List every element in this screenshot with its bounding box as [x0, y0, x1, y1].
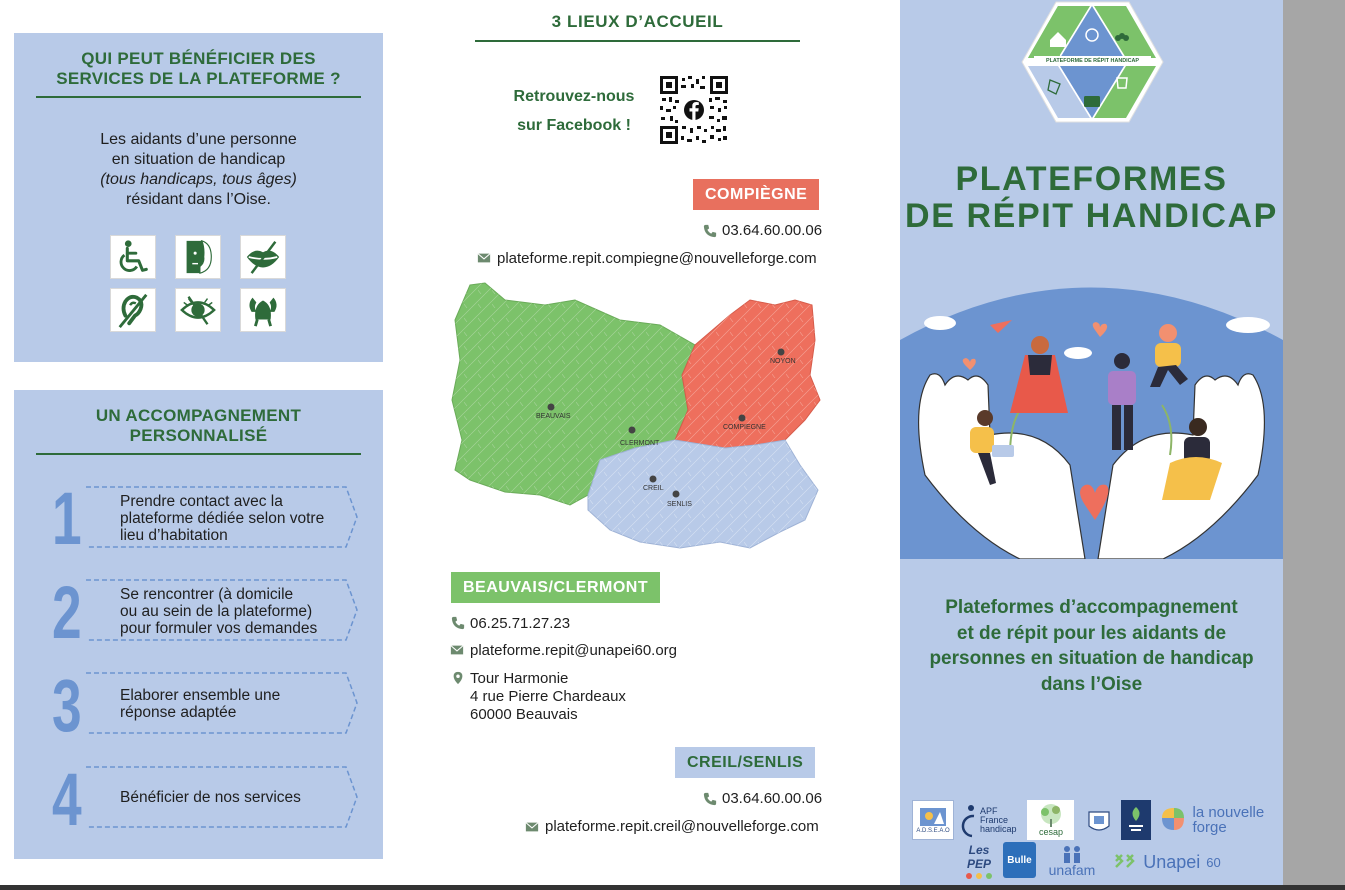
- leopold-bellan-emblem-icon: [1125, 805, 1147, 835]
- cover-title-line2: DE RÉPIT HANDICAP: [905, 197, 1278, 235]
- step-3-line2: réponse adaptée: [120, 704, 237, 721]
- step-4: [84, 766, 359, 828]
- map-label-beauvais: BEAUVAIS: [536, 413, 571, 420]
- unapei-number: 60: [1206, 854, 1221, 870]
- who-text-line1: Les aidants d’une personne: [100, 131, 297, 148]
- hearing-impairment-icon: [110, 288, 156, 332]
- page-edge-strip: [1283, 0, 1345, 890]
- platform-hexagon-logo: [1020, 0, 1165, 125]
- facebook-line2: sur Facebook !: [517, 117, 631, 134]
- association-emblem-icon: [1084, 802, 1114, 838]
- autism-icon: [240, 288, 286, 332]
- facebook-line1: Retrouvez-nous: [513, 88, 635, 105]
- step-4-text: [120, 789, 335, 806]
- step-1-line2: plateforme dédiée selon votre: [120, 510, 325, 527]
- creil-email[interactable]: plateforme.repit.creil@nouvelleforge.com: [545, 818, 819, 835]
- step-3-number: 3: [52, 664, 82, 747]
- cover-subtitle-line3: personnes en situation de handicap: [929, 648, 1254, 669]
- creil-senlis-badge: CREIL/SENLIS: [675, 747, 815, 778]
- adseao-logo: [912, 800, 954, 840]
- support-title-line2: PERSONNALISÉ: [129, 426, 268, 445]
- cesap-label: cesap: [1038, 827, 1063, 837]
- who-title-line2: SERVICES DE LA PLATEFORME ?: [56, 69, 341, 88]
- apf-logo: [958, 800, 1024, 840]
- map-label-noyon: NOYON: [770, 358, 796, 365]
- adseao-label: A.D.S.E.A.O: [916, 828, 950, 834]
- apf-label: APF France handicap: [980, 805, 1017, 834]
- who-text-line3: (tous handicaps, tous âges): [100, 171, 297, 188]
- email-icon: [450, 643, 464, 657]
- unafam-logo: [1041, 842, 1103, 880]
- bulle-logo: [1003, 842, 1036, 878]
- unapei-label: Unapei: [1143, 851, 1201, 872]
- cesap-logo: [1027, 800, 1074, 840]
- facebook-qr-code[interactable]: [660, 76, 728, 144]
- hexagon-logo-caption: PLATEFORME DE RÉPIT HANDICAP: [1045, 58, 1140, 64]
- who-title-line1: QUI PEUT BÉNÉFICIER DES: [81, 49, 316, 68]
- email-icon: [525, 820, 539, 834]
- bulle-label: Bulle: [1007, 854, 1032, 866]
- map-dot-clermont: [629, 427, 636, 434]
- cover-title-line1: PLATEFORMES: [955, 160, 1228, 198]
- cover-subtitle-line1: Plateformes d’accompagnement: [945, 597, 1238, 618]
- cover-subtitle-line2: et de répit pour les aidants de: [956, 622, 1227, 644]
- beauvais-address-line1: Tour Harmonie: [470, 670, 569, 687]
- leopold-bellan-logo: [1121, 800, 1151, 840]
- email-icon: [477, 251, 491, 265]
- wheelchair-icon: [110, 235, 156, 279]
- step-3-line1: Elaborer ensemble une: [120, 687, 281, 704]
- step-1-text: [120, 493, 335, 544]
- apf-emblem-icon: [960, 802, 980, 838]
- map-label-senlis: SENLIS: [667, 501, 692, 508]
- map-dot-beauvais: [548, 404, 555, 411]
- who-text-line4: résidant dans l’Oise.: [126, 191, 271, 208]
- step-3: [84, 672, 359, 734]
- cover-title: [900, 161, 1283, 235]
- nouvelle-forge-logo: [1157, 800, 1271, 840]
- cover-subtitle-line4: dans l’Oise: [1040, 673, 1143, 695]
- step-4-line1: Bénéficier de nos services: [120, 789, 301, 806]
- step-2-line3: pour formuler vos demandes: [120, 620, 318, 637]
- pep-label: Les PEP: [966, 843, 991, 871]
- map-dot-noyon: [778, 349, 785, 356]
- unafam-label: unafam: [1048, 862, 1096, 878]
- nouvelle-forge-label: la nouvelle forge: [1192, 804, 1265, 836]
- beauvais-clermont-badge: BEAUVAIS/CLERMONT: [451, 572, 660, 603]
- compiegne-badge: COMPIÈGNE: [693, 179, 819, 210]
- facebook-text: [500, 82, 648, 140]
- map-dot-senlis: [673, 491, 680, 498]
- nouvelle-forge-emblem-icon: [1158, 804, 1190, 836]
- beauvais-address: [470, 670, 626, 724]
- who-description: [14, 130, 383, 210]
- pep-logo: [958, 842, 1000, 882]
- support-title: [14, 406, 383, 446]
- step-1-line1: Prendre contact avec la: [120, 493, 283, 510]
- step-1: [84, 486, 359, 548]
- oise-map: [450, 280, 825, 555]
- map-label-compiegne: COMPIEGNE: [723, 424, 766, 431]
- step-4-number: 4: [52, 758, 82, 841]
- map-dot-compiegne: [739, 415, 746, 422]
- creil-phone[interactable]: 03.64.60.00.06: [722, 790, 823, 807]
- beauvais-address-line3: 60000 Beauvais: [470, 706, 578, 723]
- step-2-line2: ou au sein de la plateforme): [120, 603, 313, 620]
- support-title-line1: UN ACCOMPAGNEMENT: [95, 406, 302, 425]
- unafam-emblem-icon: [1059, 845, 1085, 863]
- phone-icon: [703, 224, 717, 238]
- reception-places-title: 3 LIEUX D’ACCUEIL: [551, 12, 724, 31]
- seniors-association-logo: [1082, 800, 1116, 840]
- speech-impairment-icon: [240, 235, 286, 279]
- beauvais-address-line2: 4 rue Pierre Chardeaux: [470, 688, 626, 705]
- who-panel: [14, 33, 383, 362]
- step-1-number: 1: [52, 477, 82, 560]
- visual-impairment-icon: [175, 288, 221, 332]
- phone-icon: [451, 616, 465, 630]
- step-2-line1: Se rencontrer (à domicile: [120, 586, 294, 603]
- cover-subtitle: [905, 595, 1278, 697]
- who-title: [14, 49, 383, 89]
- map-label-clermont: CLERMONT: [620, 440, 660, 447]
- compiegne-email[interactable]: plateforme.repit.compiegne@nouvelleforge.com: [497, 250, 817, 267]
- phone-icon: [703, 792, 717, 806]
- mental-disability-icon: [175, 235, 221, 279]
- beauvais-phone[interactable]: 06.25.71.27.23: [470, 615, 571, 632]
- step-2-text: [120, 586, 335, 637]
- caregivers-illustration: [900, 275, 1283, 559]
- reception-places-rule: [475, 40, 800, 42]
- map-dot-creil: [650, 476, 657, 483]
- support-panel: [14, 390, 383, 859]
- step-2: [84, 579, 359, 641]
- support-title-rule: [36, 453, 361, 455]
- step-1-line3: lieu d’habitation: [120, 527, 228, 544]
- unapei-logo: [1108, 848, 1226, 876]
- map-label-creil: CREIL: [643, 485, 664, 492]
- pep-dots-icon: [961, 871, 997, 881]
- compiegne-phone[interactable]: 03.64.60.00.06: [722, 222, 823, 239]
- who-text-line2: en situation de handicap: [111, 151, 286, 168]
- beauvais-email[interactable]: plateforme.repit@unapei60.org: [470, 642, 678, 659]
- step-3-text: [120, 687, 335, 721]
- location-pin-icon: [451, 671, 465, 685]
- cesap-tree-icon: [1029, 801, 1073, 839]
- bottom-border: [0, 885, 1345, 890]
- adseao-emblem-icon: [918, 806, 948, 828]
- who-title-rule: [36, 96, 361, 98]
- unapei-emblem-icon: [1113, 851, 1141, 873]
- step-2-number: 2: [52, 571, 82, 654]
